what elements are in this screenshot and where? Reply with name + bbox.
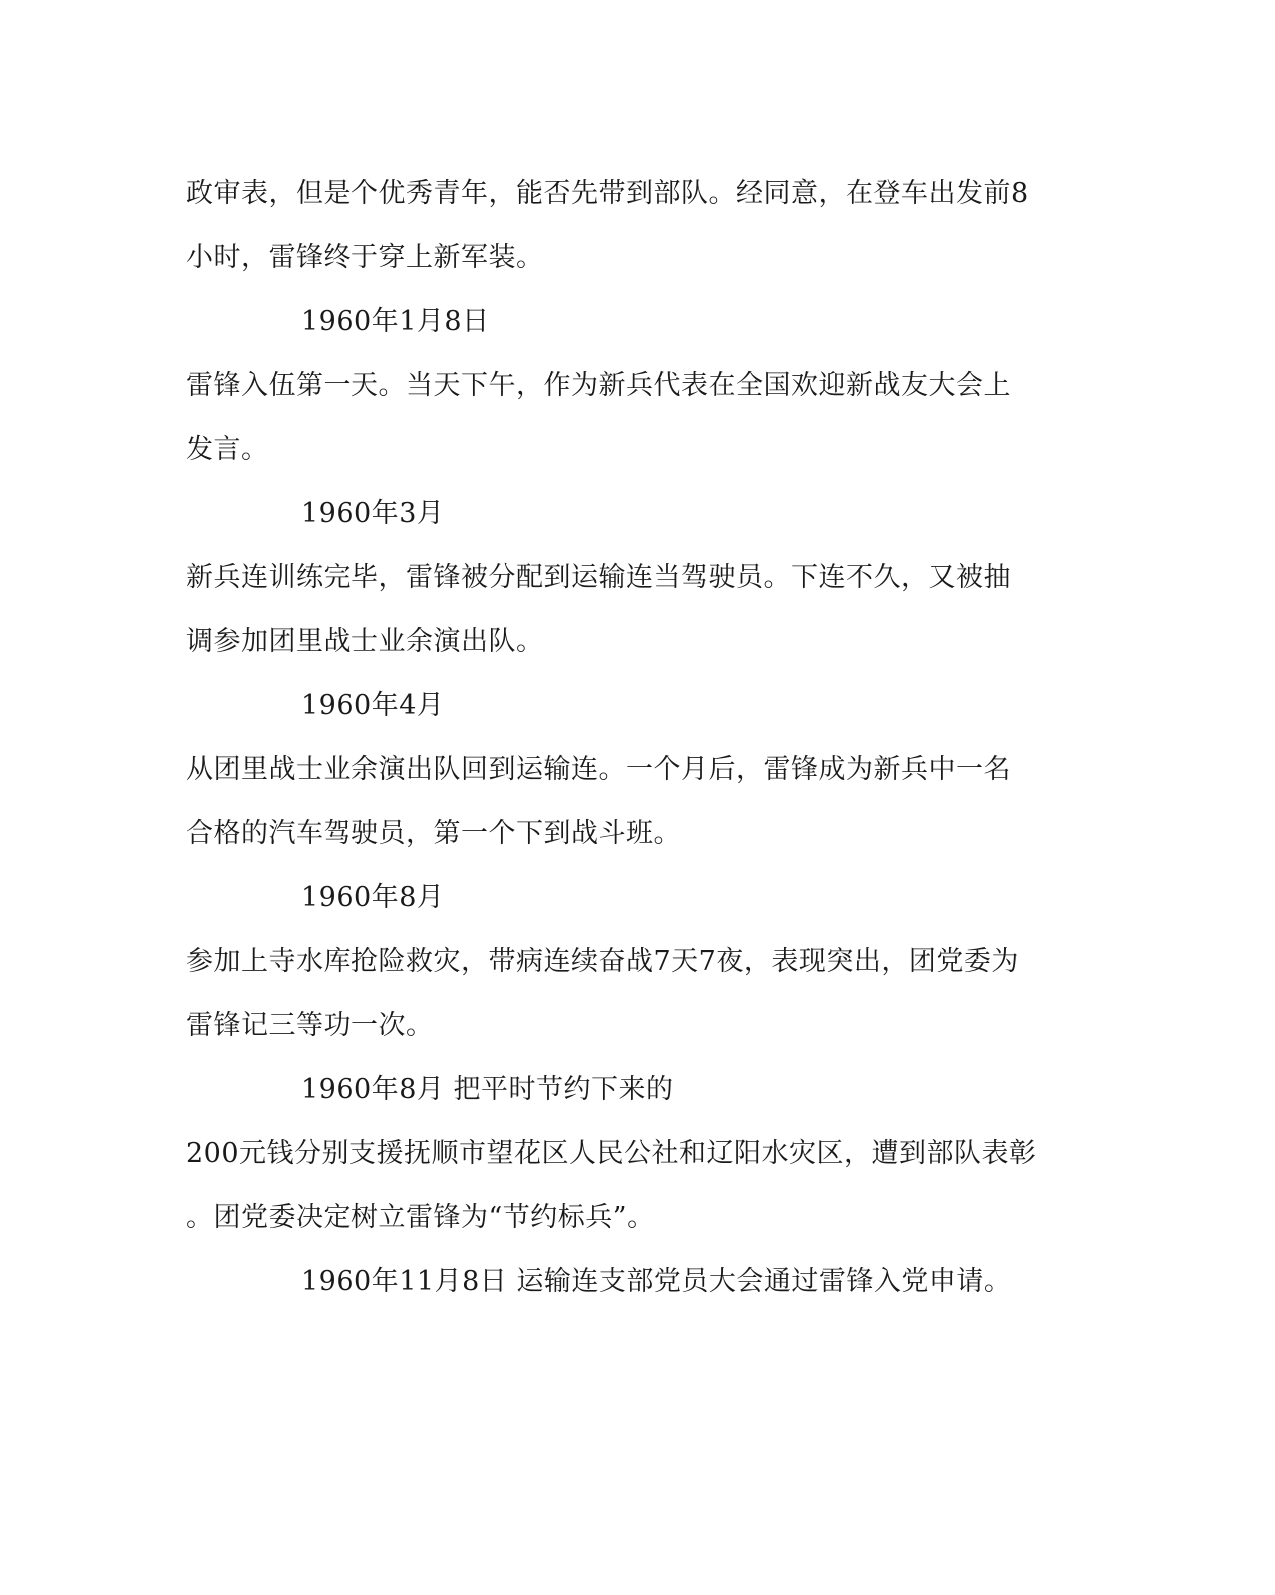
text-line-4: 发言。 — [186, 434, 269, 465]
text-line-1: 政审表，但是个优秀青年，能否先带到部队。经同意，在登车出发前8 — [186, 178, 1029, 209]
text-line-3: 雷锋入伍第一天。当天下午，作为新兵代表在全国欢迎新战友大会上 — [186, 370, 1011, 401]
text-line-6: 调参加团里战士业余演出队。 — [186, 626, 544, 657]
date-heading-1: 1960年1月8日 — [301, 306, 490, 337]
date-heading-4: 1960年8月 — [301, 882, 445, 913]
date-heading-5: 1960年8月 把平时节约下来的 — [301, 1074, 674, 1105]
date-heading-3: 1960年4月 — [301, 690, 445, 721]
text-line-9: 参加上寺水库抢险救灾，带病连续奋战7天7夜，表现突出，团党委为 — [186, 946, 1019, 977]
text-line-2: 小时，雷锋终于穿上新军装。 — [186, 242, 544, 273]
text-line-5: 新兵连训练完毕，雷锋被分配到运输连当驾驶员。下连不久，又被抽 — [186, 562, 1011, 593]
text-line-8: 合格的汽车驾驶员，第一个下到战斗班。 — [186, 818, 681, 849]
text-line-11: 200元钱分别支援抚顺市望花区人民公社和辽阳水灾区，遭到部队表彰 — [186, 1138, 1037, 1169]
text-line-10: 雷锋记三等功一次。 — [186, 1010, 434, 1041]
document-body — [186, 162, 1076, 1314]
date-heading-2: 1960年3月 — [301, 498, 445, 529]
text-line-12: 。团党委决定树立雷锋为“节约标兵”。 — [186, 1202, 655, 1233]
text-line-7: 从团里战士业余演出队回到运输连。一个月后，雷锋成为新兵中一名 — [186, 754, 1011, 785]
date-heading-6: 1960年11月8日 运输连支部党员大会通过雷锋入党申请。 — [301, 1266, 1012, 1297]
